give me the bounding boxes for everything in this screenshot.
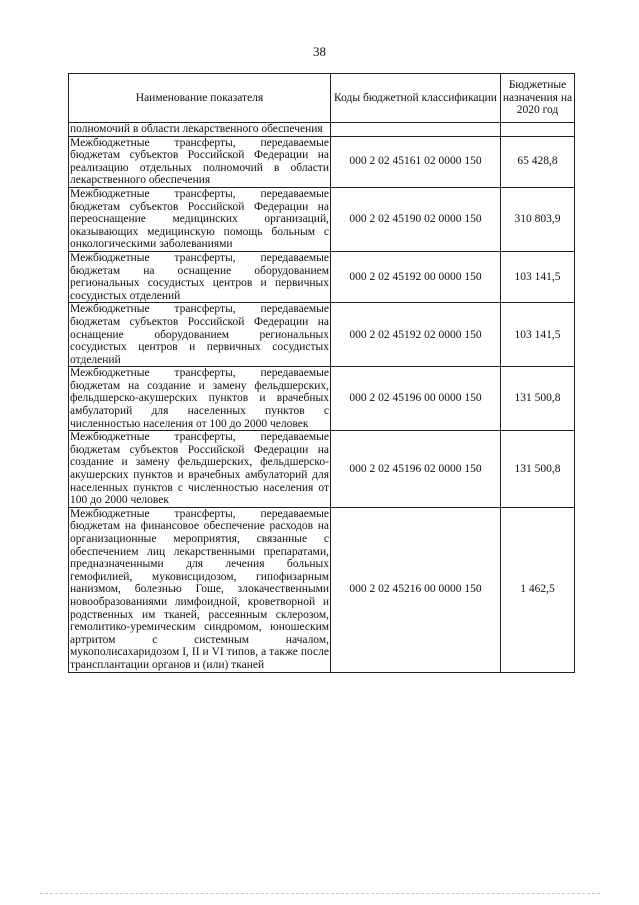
table-row bbox=[69, 136, 575, 187]
row-code: 000 2 02 45196 02 0000 150 bbox=[331, 431, 501, 508]
row-code: 000 2 02 45161 02 0000 150 bbox=[331, 136, 501, 187]
row-amount: 103 141,5 bbox=[501, 303, 575, 367]
header-amount: Бюджетные назначения на 2020 год bbox=[501, 74, 575, 123]
table-row bbox=[69, 303, 575, 367]
table-row bbox=[69, 187, 575, 251]
row-code: 000 2 02 45216 00 0000 150 bbox=[331, 507, 501, 672]
row-name: Межбюджетные трансферты, передаваемые бюджетам субъектов Российской Федерации на создание и замену фельдшерских, фельдшерско-акушерских пунктов и врачебных амбулаторий для населенных пунктов с численностью населения от 100 до 2000 человек bbox=[70, 431, 329, 507]
row-amount: 310 803,9 bbox=[501, 187, 575, 251]
row-name: Межбюджетные трансферты, передаваемые бюджетам субъектов Российской Федерации на реализацию отдельных полномочий в области лекарственного обеспечения bbox=[70, 136, 329, 187]
row-amount: 131 500,8 bbox=[501, 367, 575, 431]
table-header-row bbox=[69, 74, 575, 123]
row-name: полномочий в области лекарственного обеспечения bbox=[69, 123, 331, 137]
row-amount: 103 141,5 bbox=[501, 251, 575, 302]
row-name: Межбюджетные трансферты, передаваемые бюджетам на финансовое обеспечение расходов на организационные мероприятия, связанные с обеспечением лиц лекарственными препаратами, предназначенными для лечения больных гемофилией, муковисцидозом, гипофизарным нанизмом, болезнью Гоше, злокачественными новообразованиями лимфоидной, кроветворной и родственных им тканей, рассеянным склерозом, гемолитико-уремическим синдромом, юношеским артритом с системным началом, мукополисахаридозом I, II и VI типов, а также после трансплантации органов и (или) тканей bbox=[70, 507, 329, 671]
row-code: 000 2 02 45192 02 0000 150 bbox=[331, 303, 501, 367]
row-name: Межбюджетные трансферты, передаваемые бюджетам субъектов Российской Федерации на переоснащение медицинских организаций, оказывающих медицинскую помощь больным с онкологическими заболеваниями bbox=[70, 187, 329, 251]
row-code: 000 2 02 45196 00 0000 150 bbox=[331, 367, 501, 431]
row-name: Межбюджетные трансферты, передаваемые бюджетам на оснащение оборудованием региональных сосудистых центров и первичных сосудистых отделений bbox=[70, 251, 329, 302]
row-amount: 1 462,5 bbox=[501, 507, 575, 672]
row-name: Межбюджетные трансферты, передаваемые бюджетам субъектов Российской Федерации на оснащение оборудованием региональных сосудистых центров и первичных сосудистых отделений bbox=[70, 303, 329, 366]
header-code: Коды бюджетной классификации bbox=[331, 74, 501, 123]
row-amount: 65 428,8 bbox=[501, 136, 575, 187]
budget-table bbox=[68, 73, 575, 673]
table-row bbox=[69, 123, 575, 137]
page-number: 38 bbox=[313, 44, 326, 59]
page-bottom-divider bbox=[40, 893, 600, 895]
row-amount: 131 500,8 bbox=[501, 431, 575, 508]
row-amount bbox=[501, 123, 575, 137]
table-row bbox=[69, 507, 575, 672]
row-code bbox=[331, 123, 501, 137]
row-code: 000 2 02 45190 02 0000 150 bbox=[331, 187, 501, 251]
table-row bbox=[69, 431, 575, 508]
row-code: 000 2 02 45192 00 0000 150 bbox=[331, 251, 501, 302]
header-name: Наименование показателя bbox=[69, 74, 331, 123]
row-name: Межбюджетные трансферты, передаваемые бюджетам на создание и замену фельдшерских, фельдшерско-акушерских пунктов и врачебных амбулаторий для населенных пунктов с численностью населения от 100 до 2000 человек bbox=[70, 367, 329, 430]
table-row bbox=[69, 367, 575, 431]
table-row bbox=[69, 251, 575, 302]
